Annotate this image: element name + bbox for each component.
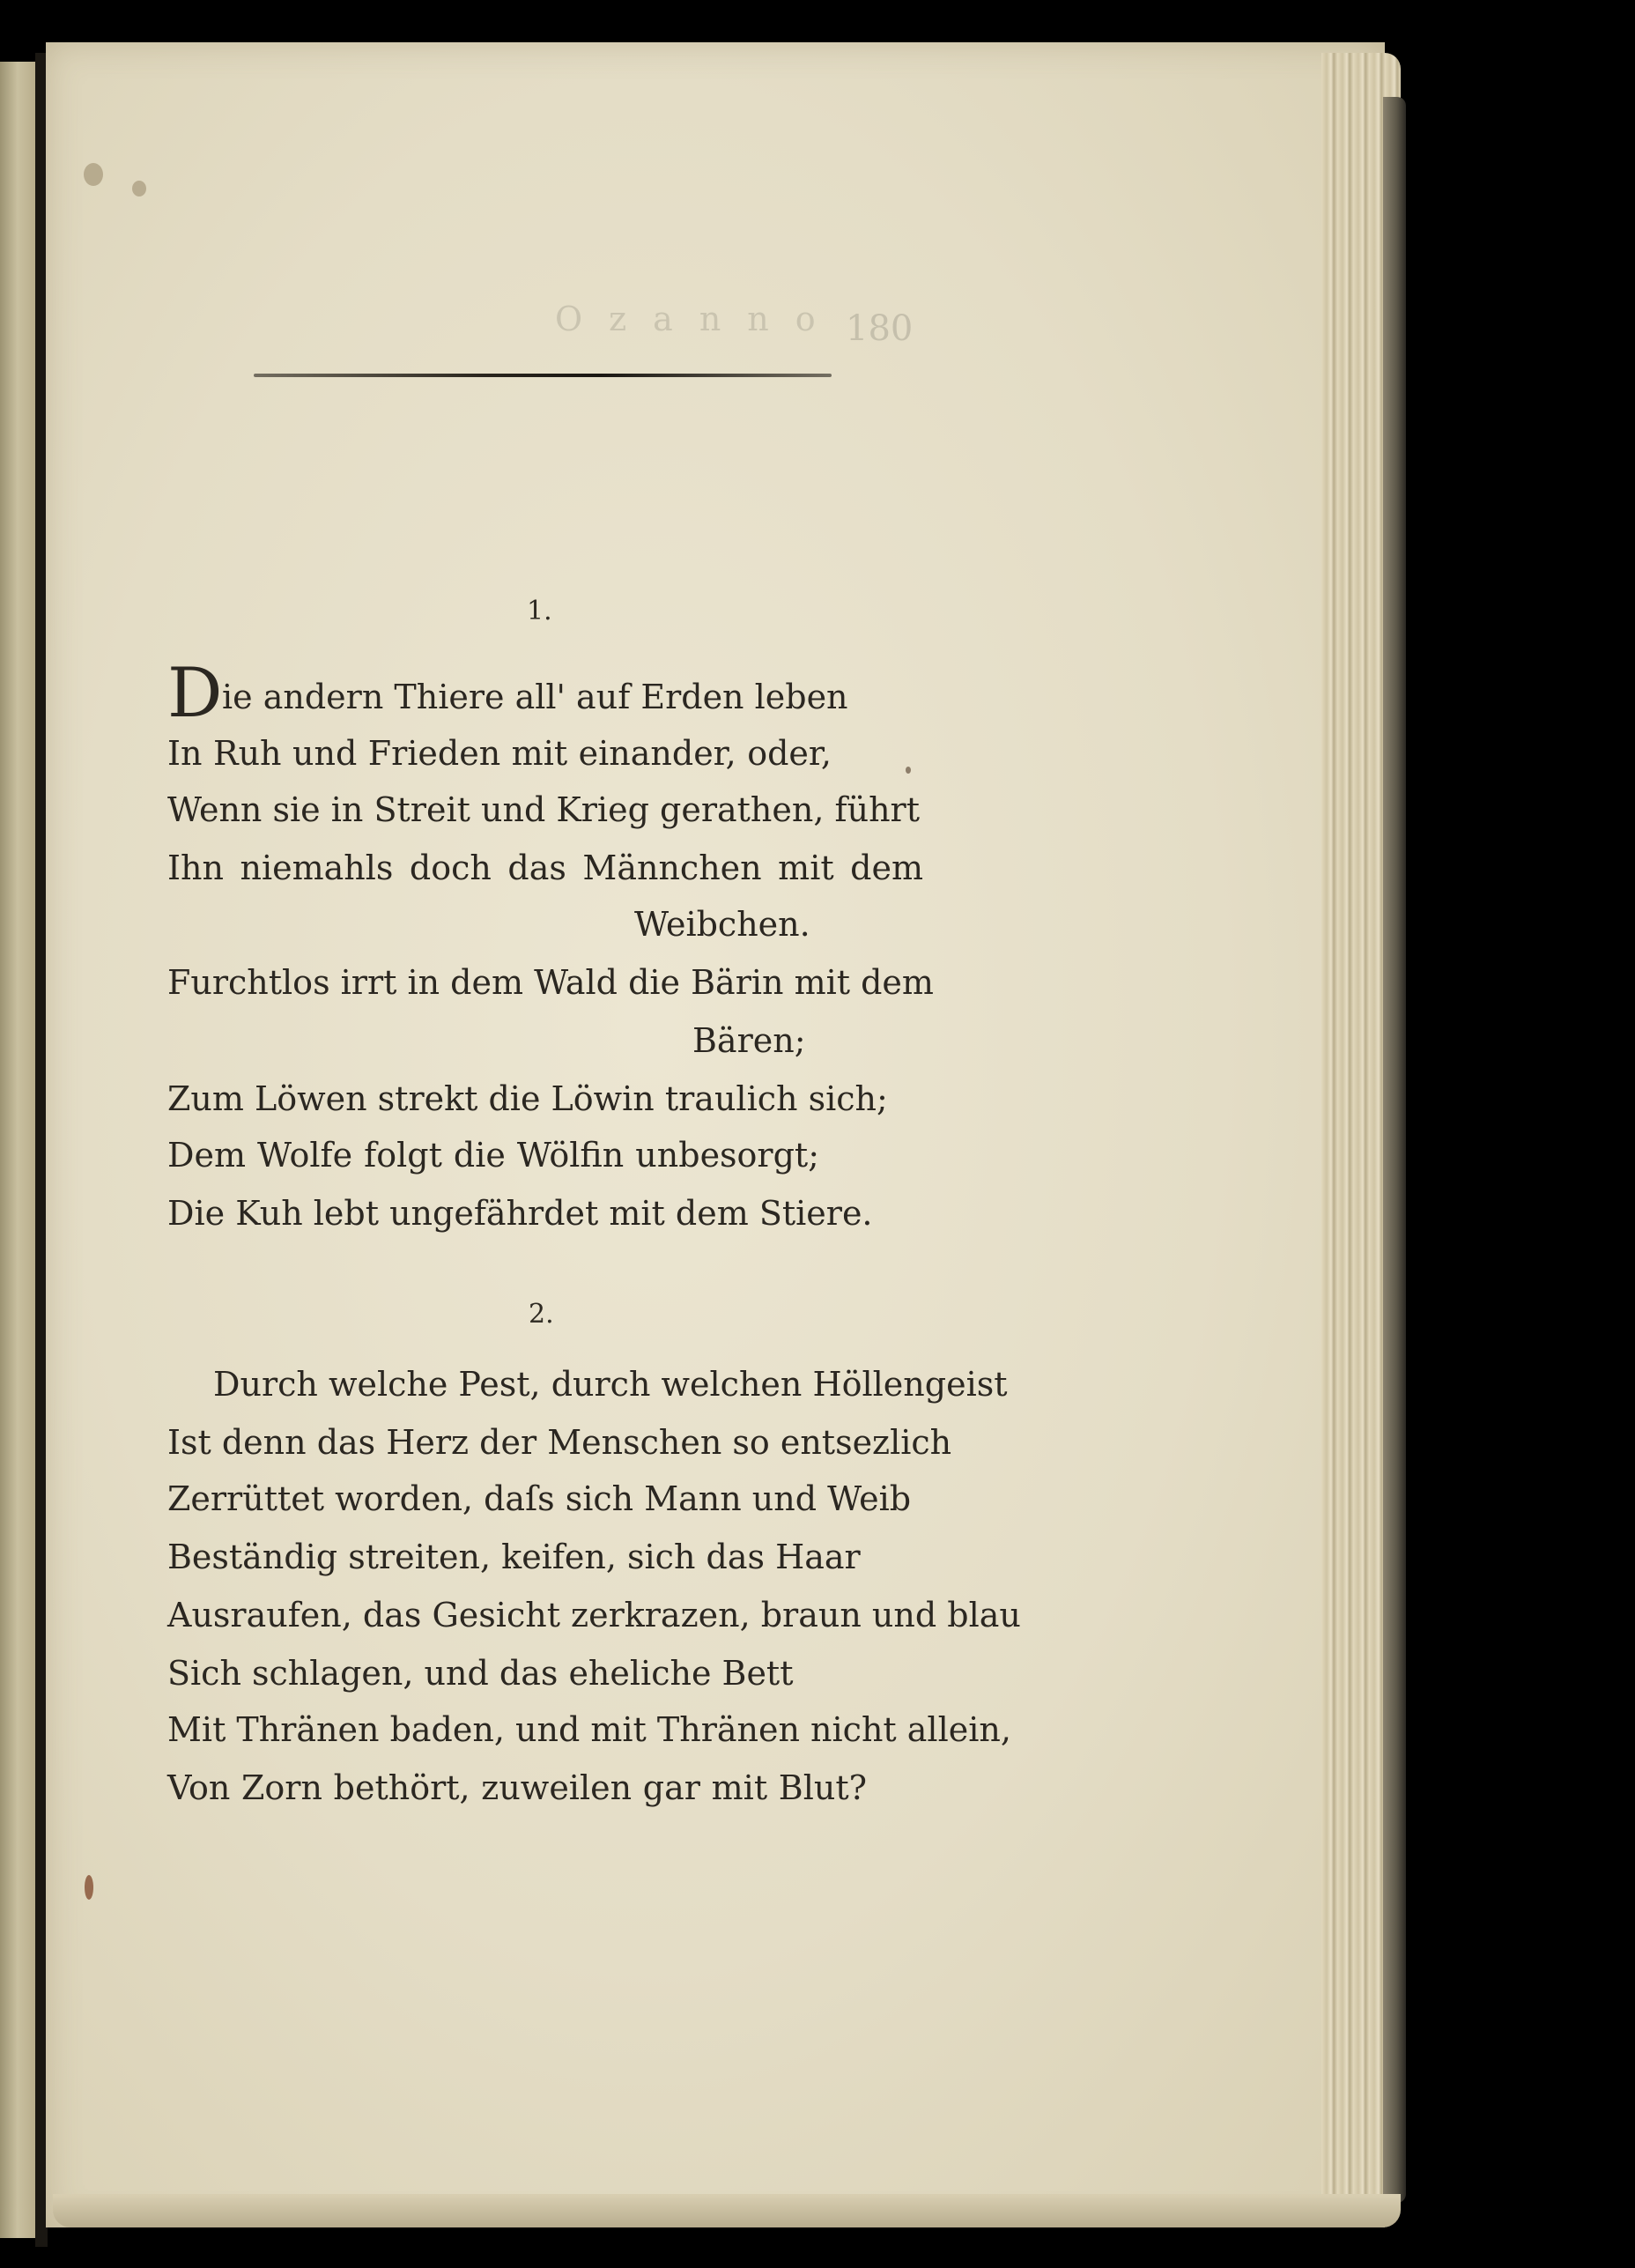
page-bottom-edge [53, 2194, 1401, 2227]
verse-line: Ist denn das Herz der Menschen so entsezlich [167, 1423, 952, 1462]
verse-line: Wenn sie in Streit und Krieg gerathen, führt [167, 790, 920, 829]
verse-line: Dem Wolfe folgt die Wölfin unbesorgt; [167, 1136, 819, 1175]
verse-line: Sich schlagen, und das eheliche Bett [167, 1654, 794, 1693]
verse-line: Furchtlos irrt in dem Wald die Bärin mit dem [167, 963, 934, 1002]
show-through-page-number: 180 [846, 308, 914, 349]
facing-page-edge [0, 62, 35, 2238]
show-through-header: Ozanno [555, 300, 842, 338]
verse-line: In Ruh und Frieden mit einander, oder, [167, 734, 832, 773]
verse-line: Bären; [692, 1021, 806, 1060]
foxing-spot [132, 181, 146, 196]
stanza-number: 2. [529, 1299, 554, 1330]
verse-line: Durch welche Pest, durch welchen Höllengeist [213, 1365, 1008, 1404]
verse-line: Von Zorn bethört, zuweilen gar mit Blut? [167, 1768, 867, 1807]
verse-line: Zerrüttet worden, daſs sich Mann und Weib [167, 1479, 912, 1518]
verse-line: Weibchen. [634, 905, 810, 944]
verse-line: Die Kuh lebt ungefährdet mit dem Stiere. [167, 1194, 873, 1233]
verse-line: Mit Thränen baden, und mit Thränen nicht allein, [167, 1710, 1011, 1749]
foxing-spot [85, 1875, 93, 1900]
verse-line: Ihn niemahls doch das Männchen mit dem [167, 849, 923, 887]
drop-cap: D [167, 654, 223, 733]
foxing-spot [906, 767, 911, 774]
verse-line: Beständig streiten, keifen, sich das Haar [167, 1538, 861, 1576]
foxing-spot [84, 163, 103, 186]
page-block-edge [1383, 97, 1406, 2203]
verse-line: Zum Löwen strekt die Löwin traulich sich; [167, 1079, 888, 1118]
verse-line: ie andern Thiere all' auf Erden leben [222, 678, 848, 716]
verse-line: Ausraufen, das Gesicht zerkrazen, braun und blau [167, 1596, 1021, 1634]
book-page [46, 42, 1385, 2227]
header-rule [254, 374, 832, 377]
stanza-number: 1. [527, 596, 552, 626]
